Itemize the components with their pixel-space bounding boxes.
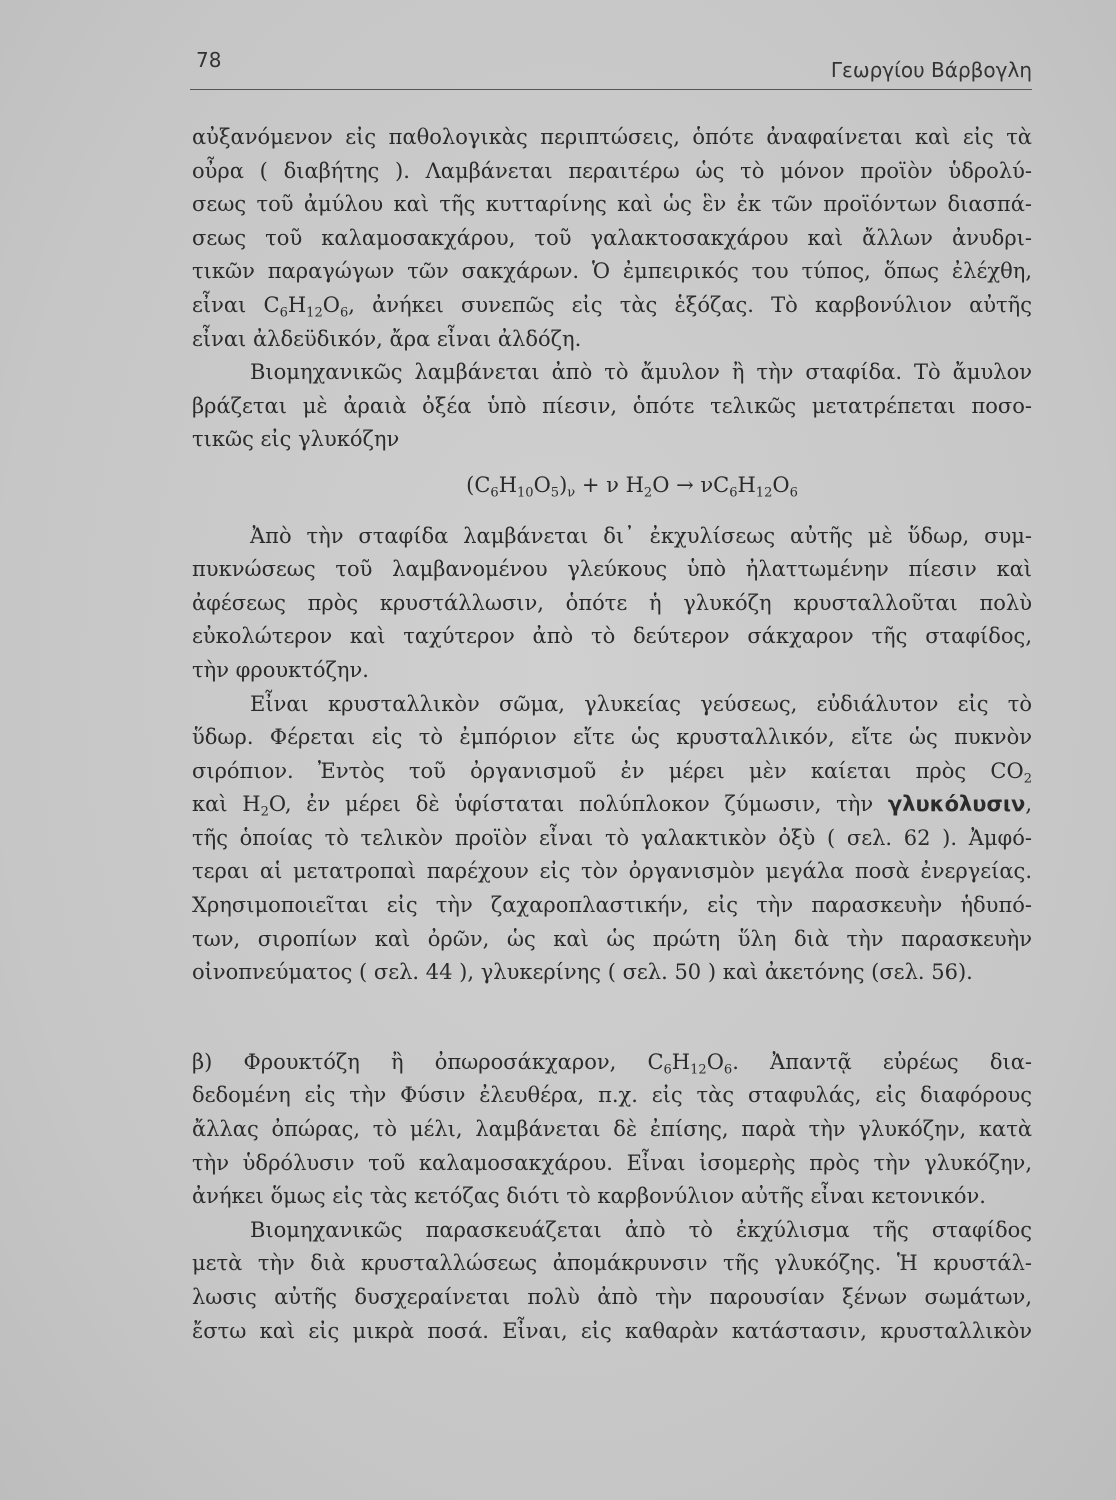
text-run: καὶ H [192,792,261,817]
text-line [192,587,1032,621]
paragraph [192,1046,1032,1214]
text-run: Εἶναι κρυσταλλικὸν σῶμα, γλυκείας γεύσεως, εὐδιάλυτον εἰς τὸ [250,691,1032,716]
subscript: 2 [260,804,269,820]
text-run: τὴν φρουκτόζην. [192,657,369,682]
text-run: εὐκολώτερον καὶ ταχύτερον ἀπὸ τὸ δεύτερον σάκχαρον τῆς σταφίδος, [192,624,1032,649]
text-run: μετὰ τὴν διὰ κρυσταλλώσεως ἀπομάκρυνσιν τῆς γλυκόζης. Ἡ κρυστάλ- [192,1251,1032,1276]
running-header-author: Γεωργίου Βάρβογλη [830,58,1032,82]
text-line [192,553,1032,587]
text-run: οἰνοπνεύματος ( σελ. 44 ), γλυκερίνης ( σελ. 50 ) καὶ ἀκετόνης (σελ. 56). [192,960,973,985]
subscript: 12 [755,485,773,501]
text-run: δεδομένη εἰς τὴν Φύσιν ἐλευθέρα, π.χ. εἰς τὰς σταφυλάς, εἰς διαφόρους [192,1083,1032,1108]
subscript: 6 [279,305,288,321]
text-line [192,923,1032,957]
text-line [192,620,1032,654]
text-run: πυκνώσεως τοῦ λαμβανομένου γλεύκους ὑπὸ ἠλαττωμένην πίεσιν καὶ [192,557,1032,582]
subscript: ν [567,485,576,501]
text-line [192,1281,1032,1315]
text-line [192,222,1032,256]
text-run: . Ἀπαντᾷ εὐρέως δια- [732,1049,1032,1074]
text-line [192,155,1032,189]
text-line [192,1147,1032,1181]
text-line [192,721,1032,755]
subscript: 6 [490,485,499,501]
text-run: ὕδωρ. Φέρεται εἰς τὸ ἐμπόριον εἴτε ὡς κρυσταλλικόν, εἴτε ὡς πυκνὸν [192,725,1032,750]
text-run: ἀνήκει ὅμως εἰς τὰς κετόζας διότι τὸ καρβονύλιον αὐτῆς εἶναι κετονικόν. [192,1184,986,1209]
text-line [192,188,1032,222]
text-run: τὴν ὑδρόλυσιν τοῦ καλαμοσακχάρου. Εἶναι ἰσομερὴς πρὸς τὴν γλυκόζην, [192,1150,1032,1175]
text-line [466,472,798,501]
paragraph [192,121,1032,356]
text-run: H [287,292,307,317]
text-line [192,755,1032,789]
text-run: β) Φρουκτόζη ἢ ὀπωροσάκχαρον, C [192,1049,664,1074]
subscript: 6 [723,1062,733,1078]
text-run: σεως τοῦ ἀμύλου καὶ τῆς κυτταρίνης καὶ ὡς ἓν ἐκ τῶν προϊόντων διασπά- [192,192,1032,217]
text-line [192,1113,1032,1147]
subscript: 6 [729,485,738,501]
text-run: Χρησιμοποιεῖται εἰς τὴν ζαχαροπλαστικήν, εἰς τὴν παρασκευὴν ἡδυπό- [192,893,1032,918]
text-run: εἶναι ἀλδεϋδικόν, ἄρα εἶναι ἀλδόζη. [192,326,582,351]
subscript: 6 [789,485,798,501]
subscript: 2 [1023,771,1032,787]
text-line [192,1079,1032,1113]
text-run: H [671,1049,691,1074]
text-run: O → νC [652,472,730,497]
text-line [192,121,1032,155]
subscript: 12 [306,305,323,321]
text-run: , [1025,792,1033,817]
text-run: O, ἐν μέρει δὲ ὑφίσταται πολύπλοκον ζύμωσιν, τὴν [268,792,888,817]
text-line [192,688,1032,722]
text-run: ἀφέσεως πρὸς κρυστάλλωσιν, ὁπότε ἡ γλυκόζη κρυσταλλοῦται πολὺ [192,590,1032,615]
text-line [192,423,1032,457]
paragraph [192,1214,1032,1348]
text-line [192,1214,1032,1248]
text-line [192,1046,1032,1080]
text-run: H [737,472,756,497]
text-run: Βιομηχανικῶς παρασκευάζεται ἀπὸ τὸ ἐκχύλισμα τῆς σταφίδος [250,1217,1032,1242]
text-run: Ἀπὸ τὴν σταφίδα λαμβάνεται δι᾽ ἐκχυλίσεως αὐτῆς μὲ ὕδωρ, συμ- [250,523,1032,548]
text-run: σεως τοῦ καλαμοσακχάρου, τοῦ γαλακτοσακχάρου καὶ ἄλλων ἀνυδρι- [192,225,1032,250]
text-line [192,323,1032,357]
text-run: σιρόπιον. Ἐντὸς τοῦ ὀργανισμοῦ ἐν μέρει μὲν καίεται πρὸς CO [192,758,1024,783]
text-run: αὐξανόμενον εἰς παθολογικὰς περιπτώσεις, ὁπότε ἀναφαίνεται καὶ εἰς τὰ [192,125,1032,149]
subscript: 12 [690,1062,707,1078]
text-run: O [706,1049,724,1074]
text-run: λωσις αὐτῆς δυσχεραίνεται πολὺ ἀπὸ τὴν παρουσίαν ξένων σωμάτων, [192,1285,1032,1309]
text-run: O [533,472,551,497]
text-run: τικῶς εἰς γλυκόζην [192,427,400,452]
paragraph [192,356,1032,457]
text-run: των, σιροπίων καὶ ὀρῶν, ὡς καὶ ὡς πρώτη ὕλη διὰ τὴν παρασκευὴν [192,926,1032,951]
subscript: 6 [663,1062,672,1078]
text-run: H [498,472,518,497]
text-run: , ἀνήκει συνεπῶς εἰς τὰς ἑξόζας. Τὸ καρβονύλιον αὐτῆς [348,292,1033,317]
body-text [192,121,1032,1348]
header-rule [190,89,1032,90]
text-run: τικῶν παραγώγων τῶν σακχάρων. Ὁ ἐμπειρικός του τύπος, ὅπως ἐλέχθη, [192,259,1032,284]
section-gap [192,990,1032,1046]
text-run: τεραι αἱ μετατροπαὶ παρέχουν εἰς τὸν ὀργανισμὸν μεγάλα ποσὰ ἐνεργείας. [192,859,1032,884]
text-run: O [322,292,340,317]
text-run: βράζεται μὲ ἀραιὰ ὀξέα ὑπὸ πίεσιν, ὁπότε τελικῶς μετατρέπεται ποσο- [192,393,1032,418]
text-line [192,1180,1032,1214]
text-run: Βιομηχανικῶς λαμβάνεται ἀπὸ τὸ ἄμυλον ἢ τὴν σταφίδα. Τὸ ἄμυλον [250,360,1032,385]
text-line [192,289,1032,323]
subscript: 6 [339,305,349,321]
text-run: + ν H [575,472,644,497]
paragraph [192,688,1032,990]
text-line [192,255,1032,289]
text-line [192,1315,1032,1349]
chemical-equation [192,469,1032,503]
text-line [192,654,1032,688]
text-line [192,889,1032,923]
bold-term: γλυκόλυσιν [887,792,1026,817]
text-line [192,356,1032,390]
text-run: τῆς ὁποίας τὸ τελικὸν προϊὸν εἶναι τὸ γαλακτικὸν ὀξὺ ( σελ. 62 ). Ἀμφό- [192,825,1032,850]
text-line [192,788,1032,822]
subscript: 2 [643,485,653,501]
page-number: 78 [196,48,222,72]
subscript: 5 [550,485,560,501]
text-line [192,1247,1032,1281]
text-run: ἔστω καὶ εἰς μικρὰ ποσά. Εἶναι, εἰς καθαρὰν κατάστασιν, κρυσταλλικὸν [192,1318,1032,1343]
text-line [192,520,1032,554]
text-run: (C [466,472,491,497]
paragraph [192,520,1032,688]
text-run: ) [559,472,568,497]
subscript: 10 [517,485,534,501]
text-line [192,956,1032,990]
text-line [192,822,1032,856]
text-run: O [772,472,790,497]
text-run: οὖρα ( διαβήτης ). Λαμβάνεται περαιτέρω ὡς τὸ μόνον προϊὸν ὑδρολύ- [192,158,1032,183]
text-run: ἄλλας ὀπώρας, τὸ μέλι, λαμβάνεται δὲ ἐπίσης, παρὰ τὴν γλυκόζην, κατὰ [192,1117,1032,1142]
text-line [192,390,1032,424]
text-line [192,855,1032,889]
text-run: εἶναι C [192,292,280,317]
